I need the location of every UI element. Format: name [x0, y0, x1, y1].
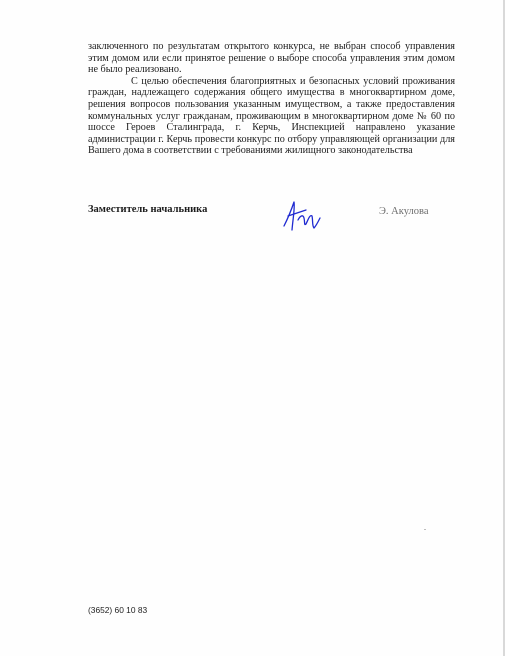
scan-speck: [424, 529, 426, 530]
body-paragraph-2: С целью обеспечения благоприятных и безопасных условий проживания граждан, надлежащего содержания общего имущества в многоквартирном доме, решения вопросов пользования указанным имуществом, а также предоставления коммунальных услуг гражданам, проживающим в многоквартирном доме № 60 по шоссе Героев Сталинграда, г. Керчь, Инспекцией направлено указание администрации г. Керчь провести конкурс по отбору управляющей организации для Вашего дома в соответствии с требованиями жилищного законодательства: [88, 75, 455, 157]
contact-phone: (3652) 60 10 83: [88, 605, 148, 615]
letter-body: [88, 41, 455, 157]
signer-name: Э. Акулова: [379, 206, 429, 217]
handwritten-signature: [280, 196, 324, 238]
signatory-position: Заместитель начальника: [88, 204, 208, 215]
body-paragraph-1: заключенного по результатам открытого конкурса, не выбран способ управления этим домом или если принятое решение о выборе способа управления этим домом не было реализовано.: [88, 41, 455, 76]
